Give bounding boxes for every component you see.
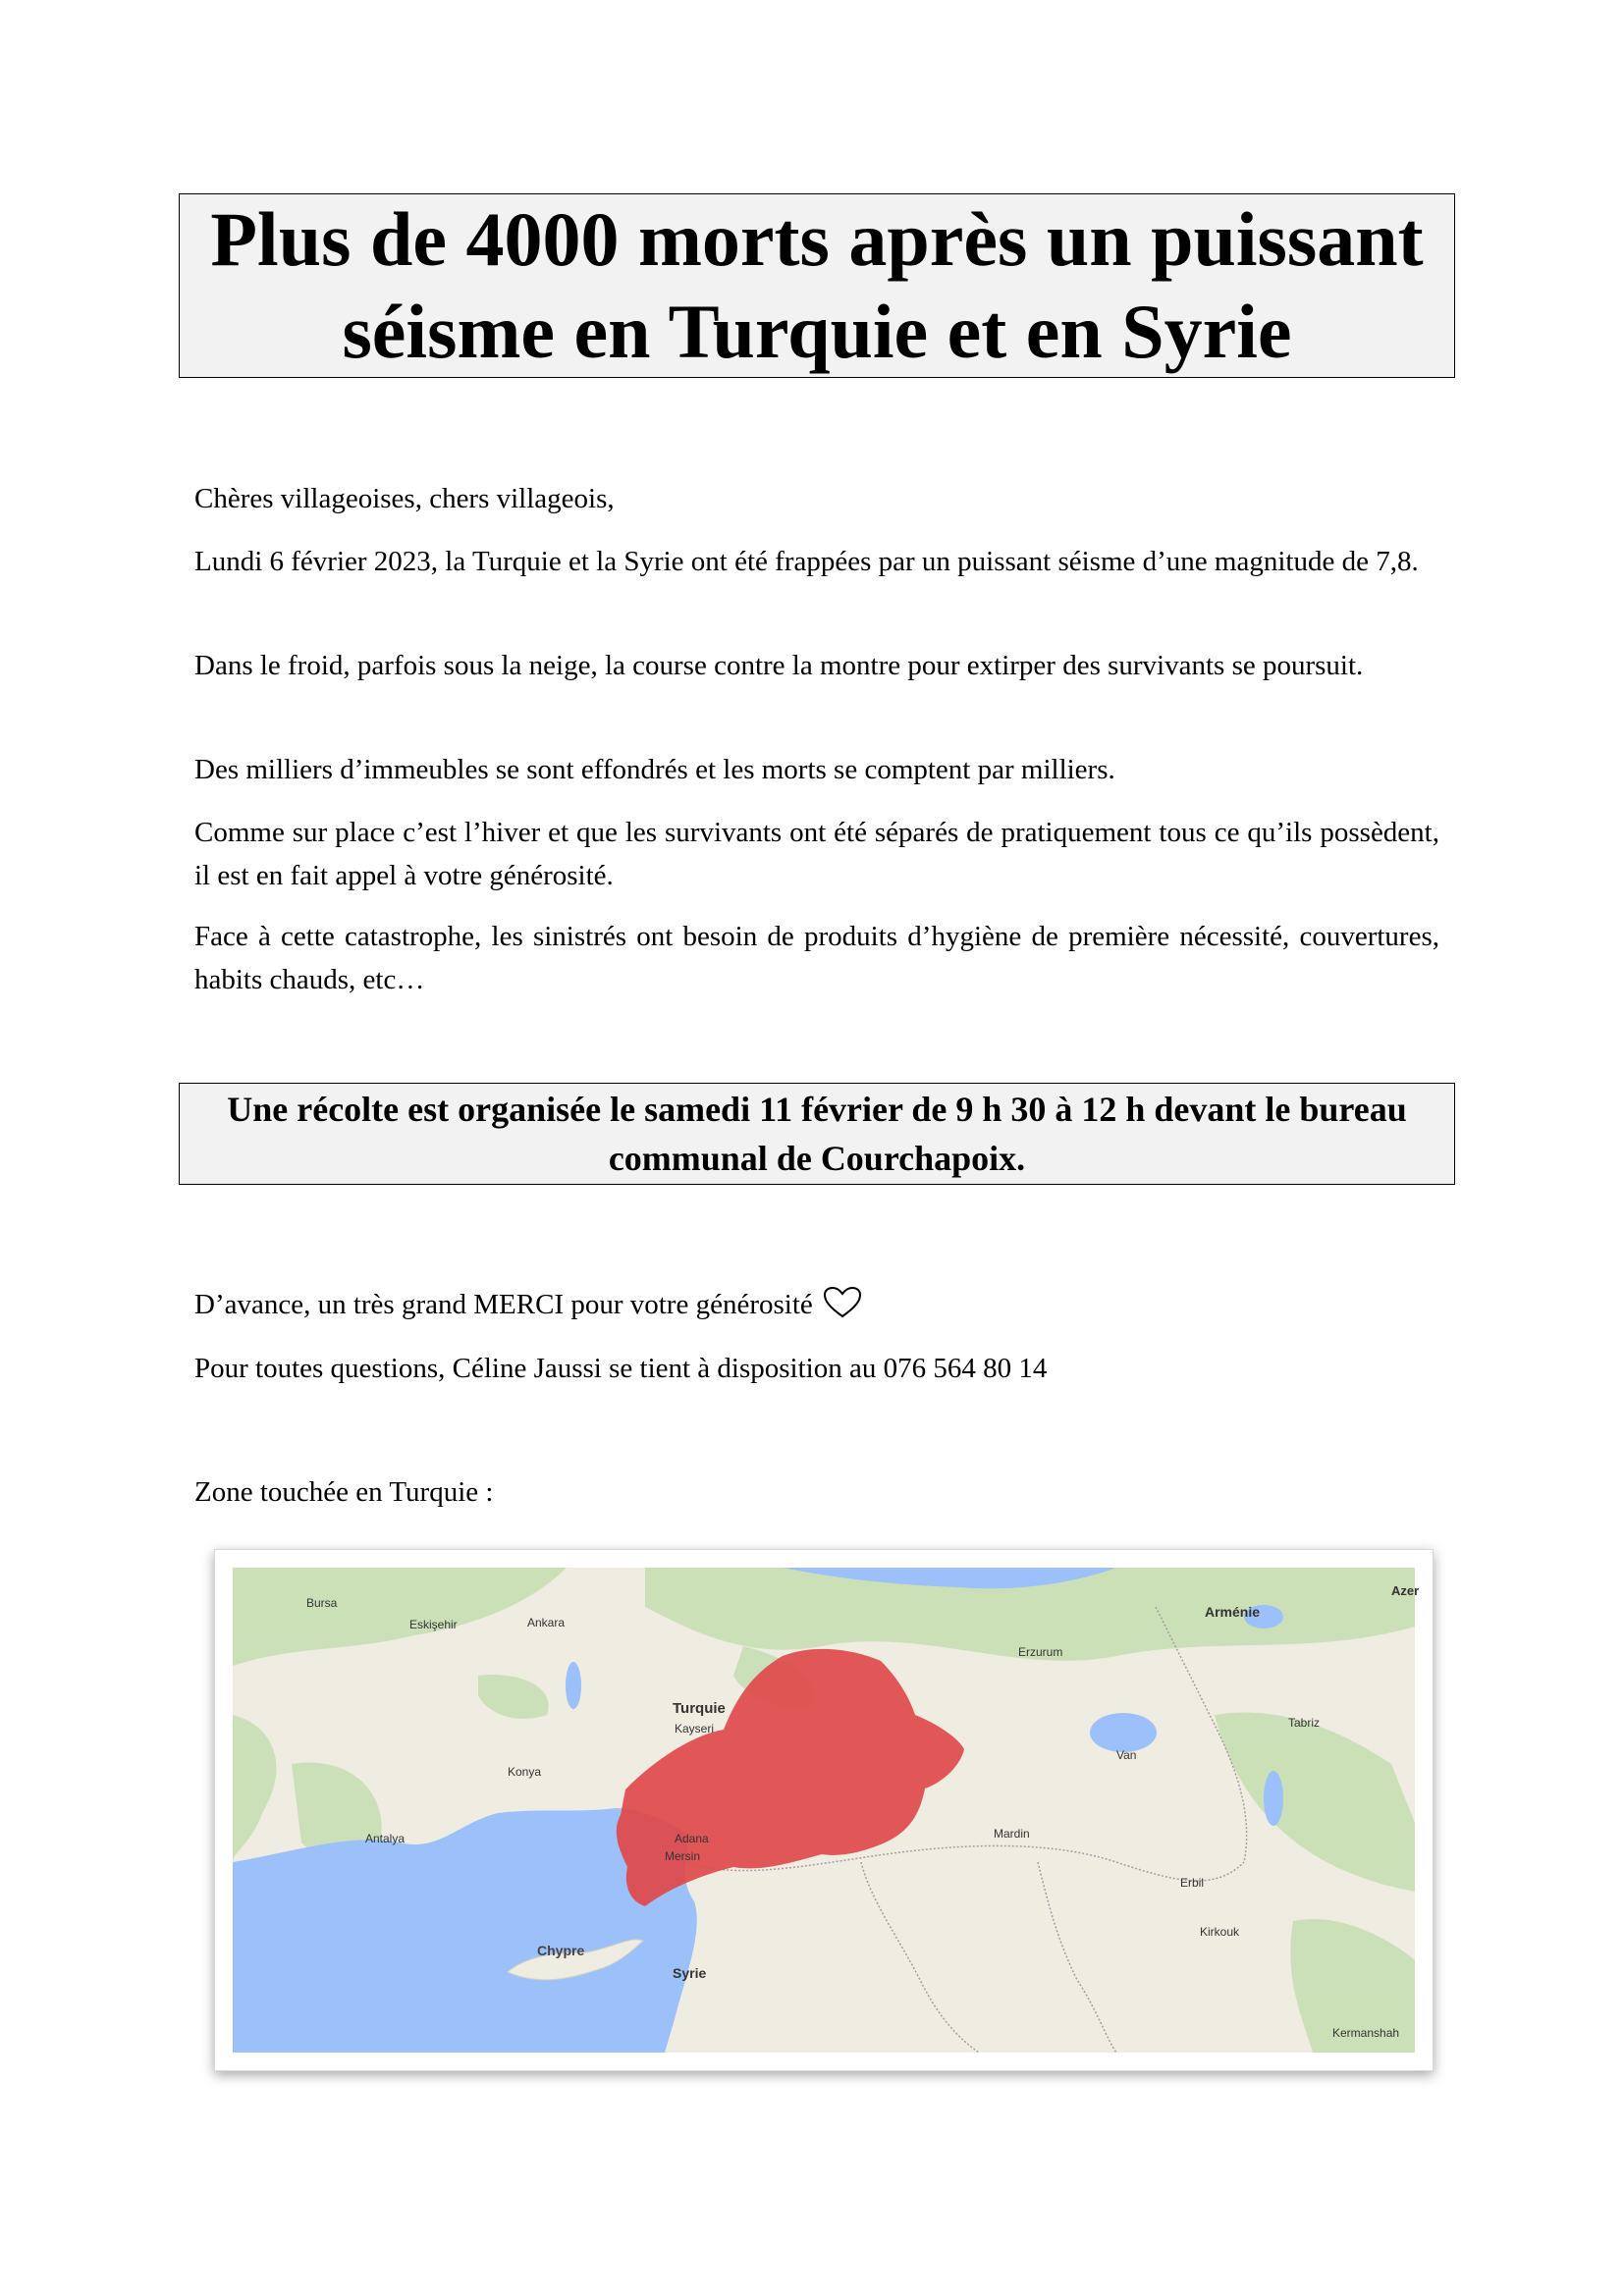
paragraph-earthquake-text: Lundi 6 février 2023, la Turquie et la Syrie ont été frappées par un puissant séisme d’une magnitude de 7,8. — [194, 546, 1419, 577]
announcement-text: Une récolte est organisée le samedi 11 février de 9 h 30 à 12 h devant le bureau communal de Courchapoix. — [227, 1090, 1407, 1178]
page-title: Plus de 4000 morts après un puissant séisme en Turquie et en Syrie — [210, 196, 1424, 374]
label-konya: Konya — [508, 1765, 542, 1779]
paragraph-earthquake — [194, 540, 1439, 583]
title-box — [179, 193, 1455, 378]
label-ankara: Ankara — [527, 1616, 566, 1629]
label-mardin: Mardin — [994, 1827, 1030, 1841]
label-turquie: Turquie — [673, 1700, 726, 1717]
label-antalya: Antalya — [365, 1832, 406, 1845]
map-figure — [214, 1549, 1434, 2071]
label-tabriz: Tabriz — [1288, 1716, 1321, 1730]
label-mersin: Mersin — [665, 1849, 701, 1863]
label-kermanshah: Kermanshah — [1332, 2026, 1400, 2040]
lake-tuz — [566, 1662, 581, 1709]
label-van: Van — [1116, 1748, 1137, 1762]
paragraph-buildings — [194, 748, 1439, 791]
salutation-text: Chères villageoises, chers villageois, — [194, 483, 615, 514]
salutation — [194, 477, 1439, 520]
contact-text: Pour toutes questions, Céline Jaussi se tient à disposition au 076 564 80 14 — [194, 1353, 1048, 1384]
label-erzurum: Erzurum — [1018, 1645, 1063, 1659]
label-kirkouk: Kirkouk — [1200, 1925, 1240, 1939]
paragraph-rescue — [194, 644, 1439, 687]
thanks-line — [194, 1283, 1439, 1332]
label-armenie: Arménie — [1205, 1604, 1261, 1620]
paragraph-appeal — [194, 811, 1439, 897]
thanks-text: D’avance, un très grand MERCI pour votre générosité — [194, 1289, 813, 1320]
label-eskisehir: Eskişehir — [409, 1618, 458, 1631]
map-image — [233, 1568, 1420, 2053]
paragraph-needs — [194, 915, 1439, 1001]
announcement-box — [179, 1083, 1455, 1185]
contact-line — [194, 1347, 1439, 1390]
lake-urmia — [1264, 1771, 1283, 1826]
label-syrie: Syrie — [673, 1965, 707, 1981]
paragraph-needs-text: Face à cette catastrophe, les sinistrés ont besoin de produits d’hygiène de première nécessité, couvertures, habits chauds, etc… — [194, 921, 1439, 995]
paragraph-rescue-text: Dans le froid, parfois sous la neige, la course contre la montre pour extirper des survivants se poursuit. — [194, 650, 1364, 681]
heart-icon — [823, 1286, 862, 1332]
lake-van — [1090, 1713, 1157, 1752]
label-chypre: Chypre — [537, 1943, 585, 1958]
label-kayseri: Kayseri — [675, 1722, 715, 1735]
paragraph-buildings-text: Des milliers d’immeubles se sont effondrés et les morts se comptent par milliers. — [194, 754, 1115, 785]
map-caption — [194, 1470, 1439, 1514]
label-erbil: Erbil — [1180, 1876, 1205, 1890]
label-azer: Azer — [1391, 1583, 1420, 1598]
paragraph-appeal-text: Comme sur place c’est l’hiver et que les survivants ont été séparés de pratiquement tous ce qu’ils possèdent, il est en fait appel à votre générosité. — [194, 817, 1439, 891]
label-bursa: Bursa — [306, 1596, 338, 1610]
map-caption-text: Zone touchée en Turquie : — [194, 1476, 494, 1508]
label-adana: Adana — [675, 1832, 709, 1845]
